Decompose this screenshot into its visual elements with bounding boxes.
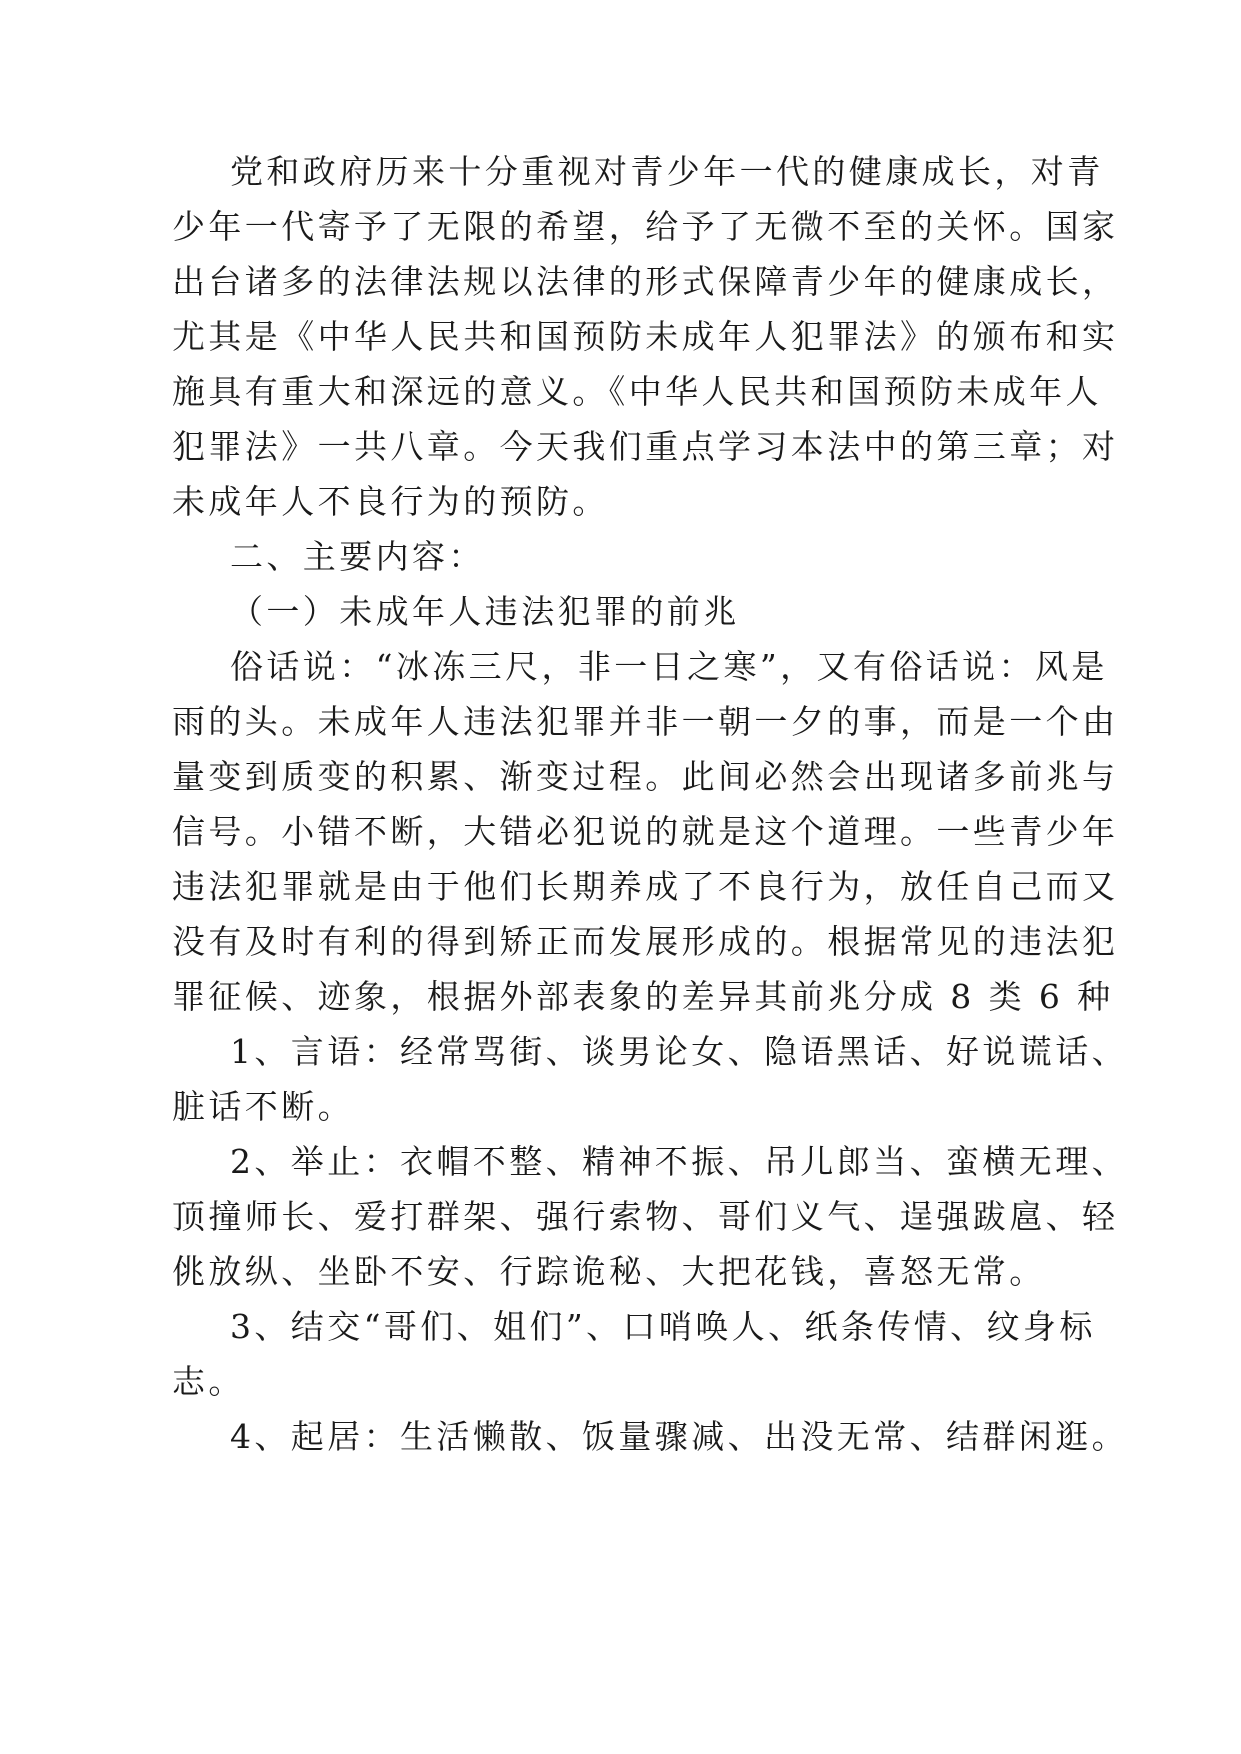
- text-line: 出台诸多的法律法规以法律的形式保障青少年的健康成长，: [172, 262, 1119, 301]
- list-item-text: 4、起居：生活懒散、饭量骤减、出没无常、结群闲逛。: [230, 1417, 1128, 1456]
- text-line: 没有及时有利的得到矫正而发展形成的。根据常见的违法犯: [172, 922, 1119, 961]
- list-item-text: 佻放纵、坐卧不安、行踪诡秘、大把花钱，喜怒无常。: [172, 1252, 1046, 1291]
- list-item-text: 顶撞师长、爱打群架、强行索物、哥们义气、逞强跋扈、轻: [172, 1197, 1119, 1236]
- text-line: 施具有重大和深远的意义。《中华人民共和国预防未成年人: [172, 372, 1102, 411]
- list-item-text: 2、举止：衣帽不整、精神不振、吊儿郎当、蛮横无理、: [230, 1142, 1128, 1181]
- list-item-text: 脏话不断。: [172, 1087, 354, 1126]
- text-line: 俗话说：“冰冻三尺，非一日之寒”，又有俗话说：风是: [230, 647, 1108, 686]
- list-item-text: 志。: [172, 1362, 245, 1401]
- list-item-text: 1、言语：经常骂街、谈男论女、隐语黑话、好说谎话、: [230, 1032, 1128, 1071]
- subsection-heading: （一）未成年人违法犯罪的前兆: [230, 592, 740, 631]
- section-heading: 二、主要内容：: [230, 537, 485, 576]
- list-item-text: 3、结交“哥们、姐们”、口哨唤人、纸条传情、纹身标: [230, 1307, 1096, 1346]
- text-line: 党和政府历来十分重视对青少年一代的健康成长，对青: [230, 152, 1104, 191]
- text-line: 未成年人不良行为的预防。: [172, 482, 609, 521]
- text-line: 雨的头。未成年人违法犯罪并非一朝一夕的事，而是一个由: [172, 702, 1119, 741]
- text-line: 尤其是《中华人民共和国预防未成年人犯罪法》的颁布和实: [172, 317, 1119, 356]
- text-line: 信号。小错不断，大错必犯说的就是这个道理。一些青少年: [172, 812, 1119, 851]
- text-line: 少年一代寄予了无限的希望，给予了无微不至的关怀。国家: [172, 207, 1119, 246]
- text-line: 罪征候、迹象，根据外部表象的差异其前兆分成 8 类 6 种: [172, 977, 1114, 1016]
- text-line: 犯罪法》一共八章。今天我们重点学习本法中的第三章；对: [172, 427, 1119, 466]
- text-line: 量变到质变的积累、渐变过程。此间必然会出现诸多前兆与: [172, 757, 1119, 796]
- text-line: 违法犯罪就是由于他们长期养成了不良行为，放任自己而又: [172, 867, 1119, 906]
